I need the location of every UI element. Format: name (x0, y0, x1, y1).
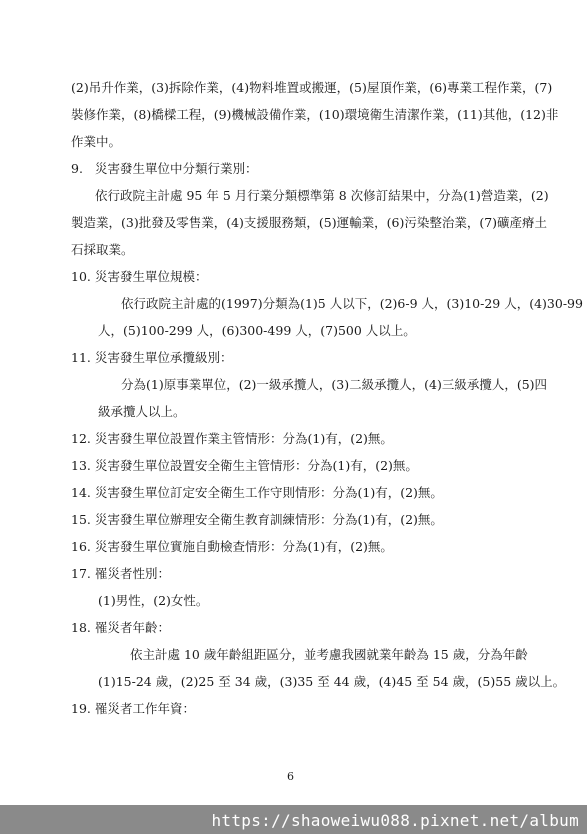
item-number: 12. (71, 431, 91, 446)
paragraph-line: 裝修作業，(8)橋樑工程，(9)機械設備作業，(10)環境衛生清潔作業，(11)其他，(12)非 (71, 107, 559, 122)
page-number: 6 (287, 770, 294, 783)
item-body-line: 石採取業。 (71, 242, 134, 257)
item-number: 18. (71, 620, 91, 635)
item-title: 災害發生單位實施自動檢查情形：分為(1)有，(2)無。 (95, 539, 393, 554)
item-number: 14. (71, 485, 91, 500)
item-number: 11. (71, 350, 91, 365)
paragraph-line: (2)吊升作業，(3)拆除作業，(4)物料堆置或搬運，(5)屋頂作業，(6)專業工程作業，(7) (71, 80, 553, 95)
item-number: 19. (71, 701, 91, 716)
item-body-line: 依主計處 10 歲年齡組距區分，並考慮我國就業年齡為 15 歲，分為年齡 (130, 647, 528, 662)
item-body-line: 級承攬人以上。 (98, 404, 186, 419)
item-number: 16. (71, 539, 91, 554)
item-number: 13. (71, 458, 91, 473)
item-number: 9. (71, 161, 83, 176)
item-body-line: 人，(5)100-299 人，(6)300-499 人，(7)500 人以上。 (98, 323, 416, 338)
item-title: 災害發生單位訂定安全衛生工作守則情形：分為(1)有，(2)無。 (95, 485, 443, 500)
item-body-line: 依行政院主計處的(1997)分類為(1)5 人以下，(2)6-9 人，(3)10-29 人，(4)30-99 (121, 296, 583, 311)
item-number: 10. (71, 269, 91, 284)
item-number: 17. (71, 566, 91, 581)
item-title: 災害發生單位承攬級別： (95, 350, 233, 365)
paragraph-line: 作業中。 (71, 134, 122, 149)
item-number: 15. (71, 512, 91, 527)
watermark-url: https://shaoweiwu088.pixnet.net/album (211, 811, 579, 830)
item-title: 災害發生單位規模： (95, 269, 208, 284)
item-body-line: (1)男性，(2)女性。 (98, 593, 209, 608)
item-title: 罹災者工作年資： (95, 701, 196, 716)
item-title: 災害發生單位設置安全衛生主管情形：分為(1)有，(2)無。 (95, 458, 418, 473)
item-body-line: 依行政院主計處 95 年 5 月行業分類標準第 8 次修訂結果中，分為(1)營造業，(2) (95, 188, 549, 203)
item-title: 罹災者性別： (95, 566, 171, 581)
item-title: 災害發生單位設置作業主管情形：分為(1)有，(2)無。 (95, 431, 393, 446)
item-body-line: 分為(1)原事業單位，(2)一級承攬人，(3)二級承攬人，(4)三級承攬人，(5)四 (121, 377, 548, 392)
item-title: 災害發生單位辦理安全衛生教育訓練情形：分為(1)有，(2)無。 (95, 512, 443, 527)
item-body-line: 製造業，(3)批發及零售業，(4)支援服務類，(5)運輸業，(6)污染整治業，(7)礦產瘠土 (71, 215, 548, 230)
item-title: 災害發生單位中分類行業別： (95, 161, 258, 176)
watermark-bar (0, 805, 587, 834)
item-body-line: (1)15-24 歲，(2)25 至 34 歲，(3)35 至 44 歲，(4)45 至 54 歲，(5)55 歲以上。 (98, 674, 566, 689)
item-title: 罹災者年齡： (95, 620, 171, 635)
